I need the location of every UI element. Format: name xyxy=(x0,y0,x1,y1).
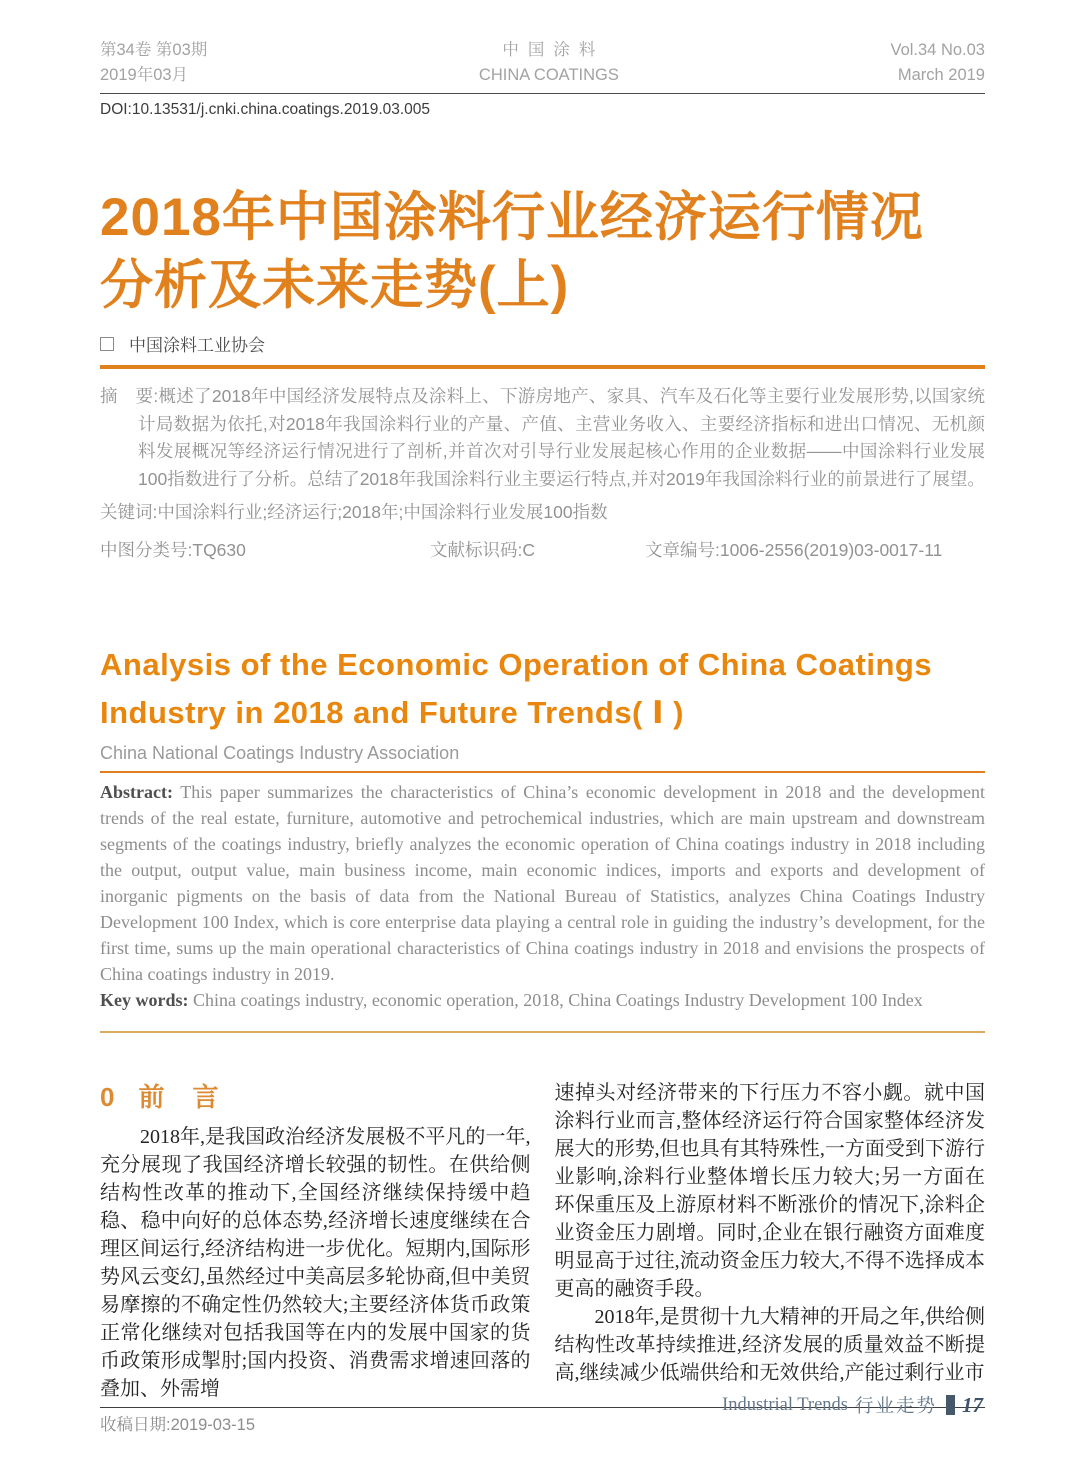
page-footer xyxy=(722,1392,983,1418)
footer-section-en: Industrial Trends xyxy=(722,1394,848,1415)
body-paragraph: 2018年,是贯彻十九大精神的开局之年,供给侧结构性改革持续推进,经济发展的质量效益不断提高,继续减少低端供给和无效供给,产能过剩行业市 xyxy=(554,1306,985,1384)
body-column-right xyxy=(555,1079,986,1403)
keywords-en-label: Key words: xyxy=(100,990,189,1010)
article-title-cn-line1: 2018年中国涂料行业经济运行情况 xyxy=(100,188,924,247)
clc-number xyxy=(100,539,430,561)
abstract-cn xyxy=(100,383,985,493)
header-rule xyxy=(100,93,985,94)
author-row xyxy=(100,331,985,356)
body-column-left xyxy=(100,1079,531,1403)
body-paragraph: 速掉头对经济带来的下行压力不容小觑。就中国涂料行业而言,整体经济运行符合国家整体经济发展大的形势,但也具有其特殊性,一方面受到下游行业影响,涂料行业整体增长压力较大;另一方面在环保重压及上游原材料不断涨价的情况下,涂料企业资金压力剧增。同时,企业在银行融资方面难度明显高于过往,流动资金压力较大,不得不选择成本更高的融资手段。 xyxy=(554,1082,985,1300)
date-cn: 2019年03月 xyxy=(100,66,189,84)
author-square-icon xyxy=(100,337,114,351)
header-left xyxy=(100,38,207,88)
clc-label: 中图分类号: xyxy=(100,540,193,560)
doc-code xyxy=(430,539,645,561)
keywords-cn-text: 中国涂料行业;经济运行;2018年;中国涂料行业发展100指数 xyxy=(157,502,608,522)
keywords-en xyxy=(100,987,985,1013)
journal-name-cn: 中国涂料 xyxy=(502,41,605,59)
page-number: 17 xyxy=(962,1392,983,1417)
received-label: 收稿日期: xyxy=(100,1416,171,1434)
body-columns xyxy=(100,1079,985,1403)
abstract-cn-label: 摘 要: xyxy=(100,386,159,406)
keywords-cn-label: 关键词: xyxy=(100,502,158,522)
header-center xyxy=(479,38,619,88)
classification-row xyxy=(100,539,985,561)
received-value: 2019-03-15 xyxy=(170,1416,255,1434)
volume-issue-en: Vol.34 No.03 xyxy=(890,41,985,59)
journal-name-en: CHINA COATINGS xyxy=(478,66,619,84)
footer-bar-icon xyxy=(946,1395,955,1415)
keywords-en-text: China coatings industry, economic operation, 2018, China Coatings Industry Development 100 Index xyxy=(188,990,923,1010)
article-title-en-line2: Industry in 2018 and Future Trends( Ⅰ ) xyxy=(100,695,684,730)
section-title: 前言 xyxy=(138,1082,247,1112)
volume-issue-cn: 第34卷 第03期 xyxy=(100,41,208,59)
journal-header xyxy=(100,38,985,88)
keywords-cn xyxy=(100,500,985,524)
footer-section-cn: 行业走势 xyxy=(854,1397,937,1417)
abstract-en-label: Abstract: xyxy=(100,782,173,802)
section-number: 0 xyxy=(100,1082,115,1112)
article-title-cn-line2: 分析及未来走势(上) xyxy=(100,256,570,315)
article-title-cn xyxy=(100,184,985,320)
date-en: March 2019 xyxy=(897,66,985,84)
body-paragraph: 2018年,是我国政治经济发展极不平凡的一年,充分展现了我国经济增长较强的韧性。在供给侧结构性改革的推动下,全国经济继续保持缓中趋稳、稳中向好的总体态势,经济增长速度继续在合理区间运行,经济结构进一步优化。短期内,国际形势风云变幻,虽然经过中美高层多轮协商,但中美贸易摩擦的不确定性仍然较大;主要经济体货币政策正常化继续对包括我国等在内的发展中国家的货币政策形成掣肘;国内投资、消费需求增速回落的叠加、外需增 xyxy=(100,1126,531,1400)
article-title-en-line1: Analysis of the Economic Operation of China Coatings xyxy=(100,647,933,682)
title-rule xyxy=(100,365,985,369)
doc-code-value: C xyxy=(522,540,536,560)
english-title-rule xyxy=(100,771,985,773)
abstract-en-text: This paper summarizes the characteristics of China’s economic development in 2018 and the development trends of the real estate, furniture, automotive and petrochemical industries, which are main upstream and downstream segments of the coatings industry, briefly analyzes the economic operation of China coatings industry in 2018 including the output, output value, main business income, main economic indices, imports and exports and development of inorganic pigments on the basis of data from the National Bureau of Statistics, analyzes China Coatings Industry Development 100 Index, which is core enterprise data playing a central role in guiding the industry’s development, for the first time, sums up the main operational characteristics of China coatings industry in 2018 and envisions the prospects of China coatings industry in 2019. xyxy=(100,782,985,984)
doi-text: DOI:10.13531/j.cnki.china.coatings.2019.03.005 xyxy=(100,101,431,118)
author-en: China National Coatings Industry Association xyxy=(100,743,460,763)
doc-code-label: 文献标识码: xyxy=(430,540,523,560)
article-id xyxy=(645,539,942,561)
section-heading xyxy=(100,1079,531,1115)
author-cn: 中国涂料工业协会 xyxy=(129,336,265,355)
header-right xyxy=(890,38,985,88)
article-id-label: 文章编号: xyxy=(645,540,720,560)
clc-value: TQ630 xyxy=(192,540,246,560)
article-title-en xyxy=(100,641,985,737)
abstract-bottom-rule xyxy=(100,1031,985,1033)
abstract-cn-text: 概述了2018年中国经济发展特点及涂料上、下游房地产、家具、汽车及石化等主要行业发展形势,以国家统计局数据为依托,对2018年我国涂料行业的产量、产值、主营业务收入、主要经济指标和进出口情况、无机颜料发展概况等经济运行情况进行了剖析,并首次对引导行业发展起核心作用的企业数据——中国涂料行业发展100指数进行了分析。总结了2018年我国涂料行业主要运行特点,并对2019年我国涂料行业的前景进行了展望。 xyxy=(138,386,985,489)
article-id-value: 1006-2556(2019)03-0017-11 xyxy=(719,540,943,560)
abstract-en xyxy=(100,779,985,987)
